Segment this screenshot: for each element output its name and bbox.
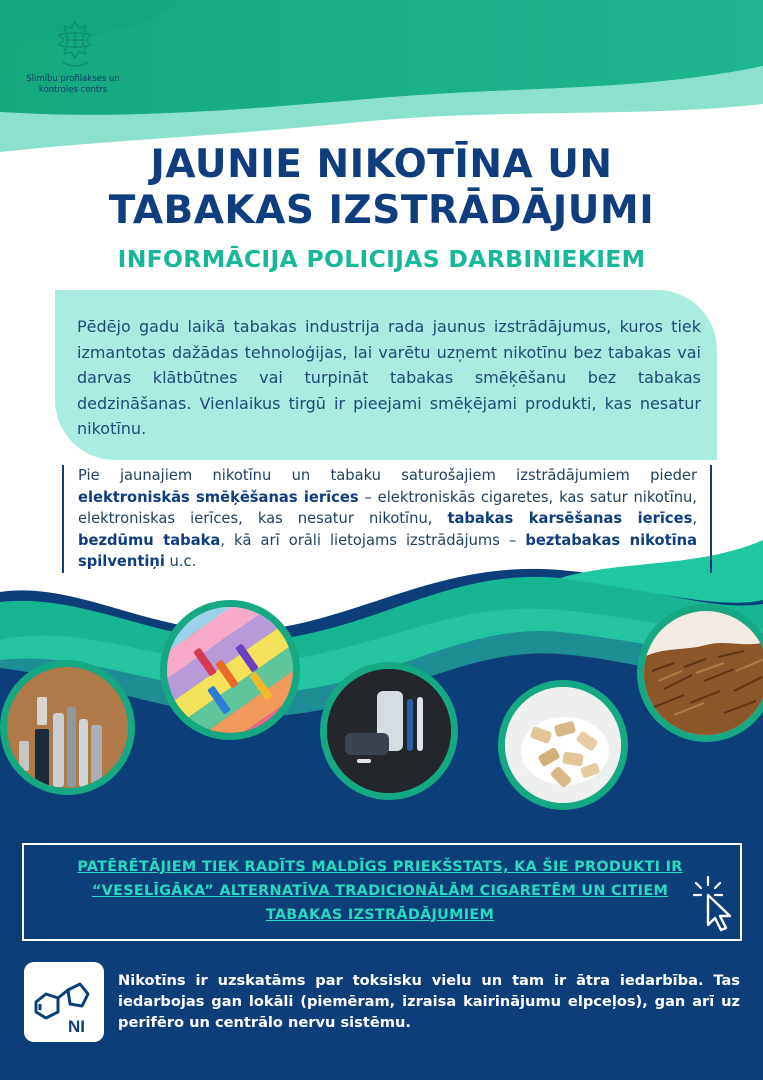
title-line-2: TABAKAS IZSTRĀDĀJUMI [108,188,655,233]
products-term-heated: tabakas karsēšanas ierīces [447,510,693,527]
logo-emblem [20,18,130,76]
nicotine-molecule-icon [24,962,104,1042]
disposable-vapes-photo [160,600,300,740]
warning-line-2: “VESELĪGĀKA” ALTERNATĪVA TRADICIONĀLĀM CIGARETĒM UN CITIEM [91,883,669,899]
intro-text: Pēdējo gadu laikā tabakas industrija rada jaunus izstrādājumus, kuros tiek izmantotas dažādas tehnoloģijas, lai varētu uzņemt nikotīnu bez tabakas vai darvas klātbūtnes vai turpināt tabakas smēķēšanu bez tabakas dedzināšanas. Vienlaikus tirgū ir pieejami smēķējami produkti, kas nesatur nikotīnu. [77,317,701,438]
products-text-part: , kā arī orāli lietojams izstrādājums – [220,531,526,549]
warning-line-3: TABAKAS IZSTRĀDĀJUMIEM [265,907,495,923]
nicotine-info-text: Nikotīns ir uzskatāms par toksisku vielu un tam ir ātra iedarbība. Tas iedarbojas gan lokāli (piemēram, izraisa kairinājumu elpceļos), gan arī uz perifēro un centrālo nervu sistēmu. [118,972,740,1031]
products-text [78,465,697,573]
heated-tobacco-device-photo [320,662,458,800]
products-text-part: Pie jaunajiem nikotīnu un tabaku saturošajiem izstrādājumiem pieder [78,467,697,484]
title-line-1: JAUNIE NIKOTĪNA UN [150,142,613,187]
loose-tobacco-photo [637,604,763,742]
page-title [0,142,763,234]
intro-box [55,290,717,460]
products-term-ecig: elektroniskās smēķēšanas ierīces [78,488,359,506]
products-text-part: , [692,510,698,527]
page-subtitle: INFORMĀCIJA POLICIJAS DARBINIEKIEM [117,245,646,273]
organization-name: Slimību profilakses un kontroles centrs [26,74,120,95]
warning-line-1: PATĒRĒTĀJIEM TIEK RADĪTS MALDĪGS PRIEKŠSTATS, KA ŠIE PRODUKTI IR [77,859,683,875]
products-term-smokeless: bezdūmu tabaka [78,531,221,549]
products-text-part: – elektroniskās cigaretes, kas satur nikotīnu, elektroniskas ierīces, kas nesatur nikotīnu, [78,488,697,527]
e-cigarettes-photo [0,660,135,795]
nicotine-pouches-photo [498,680,628,810]
warning-text [40,855,720,927]
cursor-click-icon [690,873,736,937]
products-text-part: u.c. [164,553,197,570]
products-term-pouches: beztabakas nikotīna spilventiņi [78,531,697,570]
nicotine-symbol: NI [68,1017,85,1036]
products-description [62,465,712,573]
